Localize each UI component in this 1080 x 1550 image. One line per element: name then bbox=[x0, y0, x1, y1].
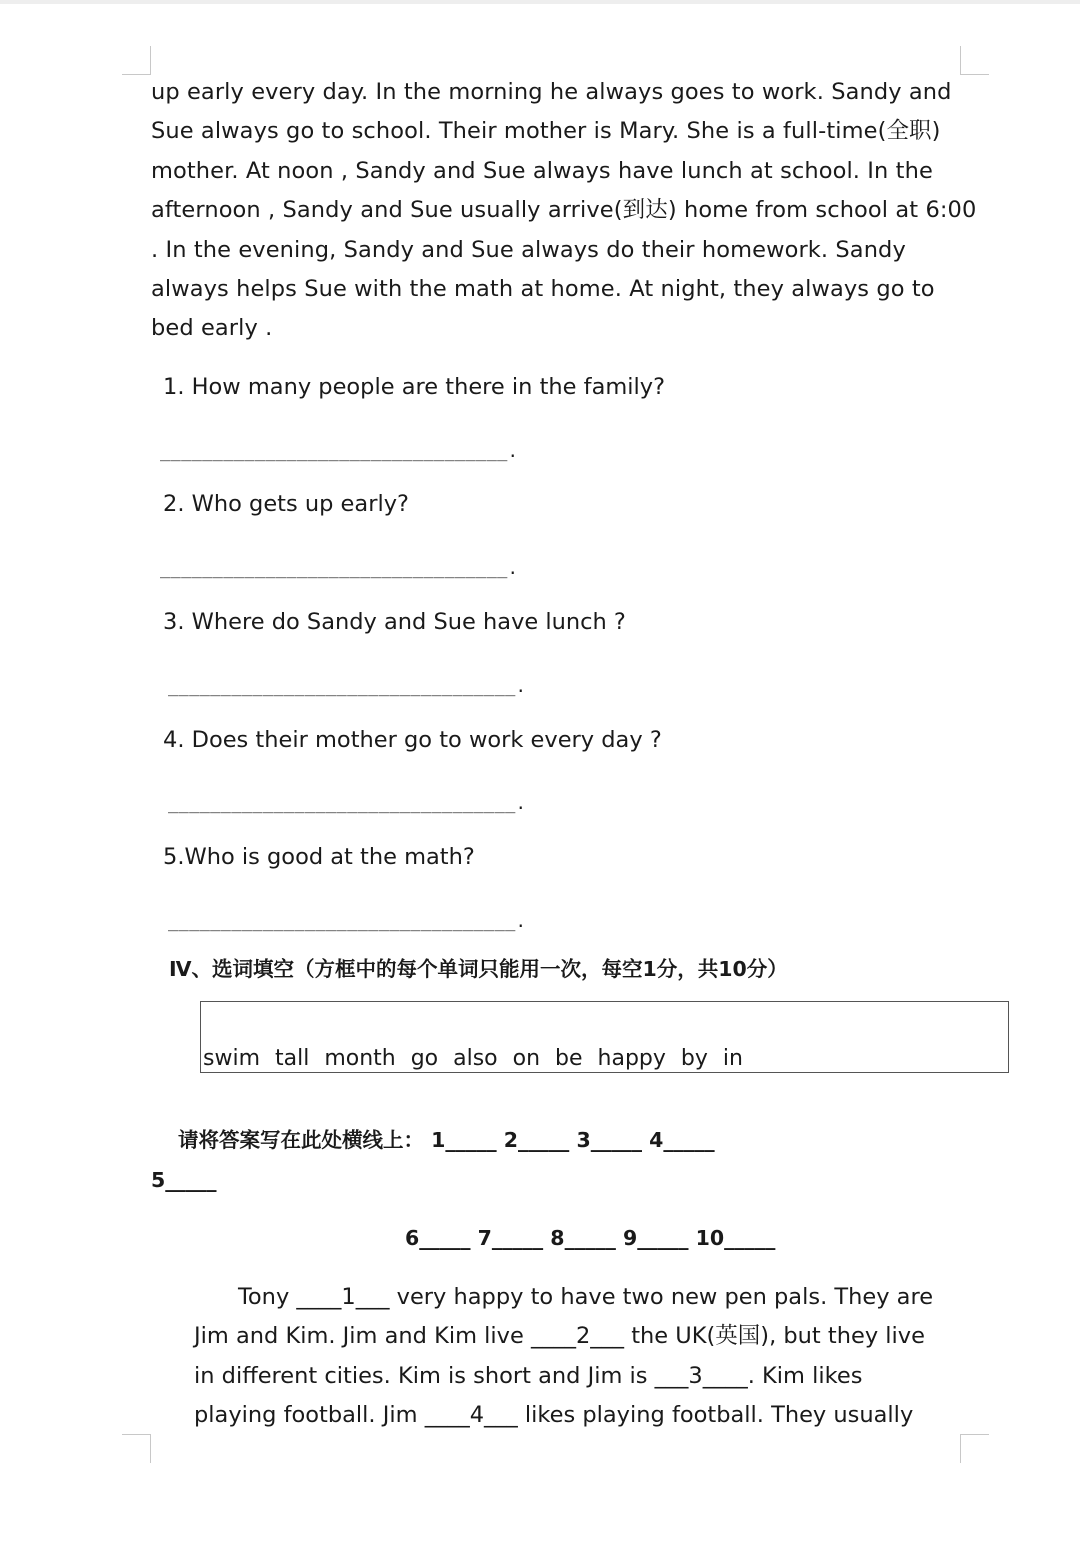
answer-blank-1[interactable]: _________________________________. bbox=[160, 442, 519, 462]
top-edge-shade bbox=[0, 0, 1080, 4]
passage-line: up early every day. In the morning he always goes to work. Sandy and bbox=[151, 79, 952, 105]
passage-line: . In the evening, Sandy and Sue always do their homework. Sandy bbox=[151, 236, 906, 263]
question-4: 4. Does their mother go to work every day ? bbox=[163, 727, 662, 753]
passage-line: always helps Sue with the math at home. At night, they always go to bbox=[151, 276, 935, 303]
crop-mark-bottom-left bbox=[122, 1434, 151, 1463]
passage-line: Sue always go to school. Their mother is Mary. She is a full-time(全职) bbox=[151, 118, 941, 145]
answer-blank-3[interactable]: _________________________________. bbox=[168, 677, 527, 697]
cloze-line: Jim and Kim. Jim and Kim live ____2___ the UK(英国), but they live bbox=[194, 1323, 925, 1350]
answer-slots-row-1[interactable]: 请将答案写在此处横线上： 1_____ 2_____ 3_____ 4_____ bbox=[178, 1128, 715, 1152]
cloze-line: in different cities. Kim is short and Jim is ___3____. Kim likes bbox=[194, 1362, 863, 1389]
crop-mark-bottom-right bbox=[960, 1434, 989, 1463]
question-1: 1. How many people are there in the family? bbox=[163, 374, 666, 400]
cloze-line: Tony ____1___ very happy to have two new pen pals. They are bbox=[238, 1284, 934, 1310]
answer-blank-2[interactable]: _________________________________. bbox=[160, 559, 519, 579]
word-bank: swim tall month go also on be happy by in bbox=[203, 1046, 743, 1071]
question-3: 3. Where do Sandy and Sue have lunch ? bbox=[163, 609, 626, 635]
answer-blank-4[interactable]: _________________________________. bbox=[168, 794, 527, 814]
passage-line: afternoon , Sandy and Sue usually arrive(到达) home from school at 6:00 bbox=[151, 197, 977, 224]
word-bank-box bbox=[200, 1001, 1009, 1073]
passage-line: mother. At noon , Sandy and Sue always have lunch at school. In the bbox=[151, 157, 933, 184]
crop-mark-top-right bbox=[960, 46, 989, 75]
crop-mark-top-left bbox=[122, 46, 151, 75]
reading-passage bbox=[151, 73, 977, 349]
question-2: 2. Who gets up early? bbox=[163, 491, 409, 517]
question-5: 5.Who is good at the math? bbox=[163, 844, 475, 870]
answer-blank-5[interactable]: _________________________________. bbox=[168, 912, 527, 932]
cloze-line: playing football. Jim ____4___ likes playing football. They usually bbox=[194, 1402, 914, 1429]
cloze-passage bbox=[194, 1278, 974, 1436]
section-heading: Ⅳ、选词填空（方框中的每个单词只能用一次，每空1分，共10分） bbox=[169, 957, 788, 981]
answer-slots-row-3[interactable]: 6_____ 7_____ 8_____ 9_____ 10_____ bbox=[405, 1226, 776, 1250]
passage-line: bed early . bbox=[151, 315, 273, 342]
answer-slots-row-2[interactable]: 5_____ bbox=[151, 1168, 217, 1192]
